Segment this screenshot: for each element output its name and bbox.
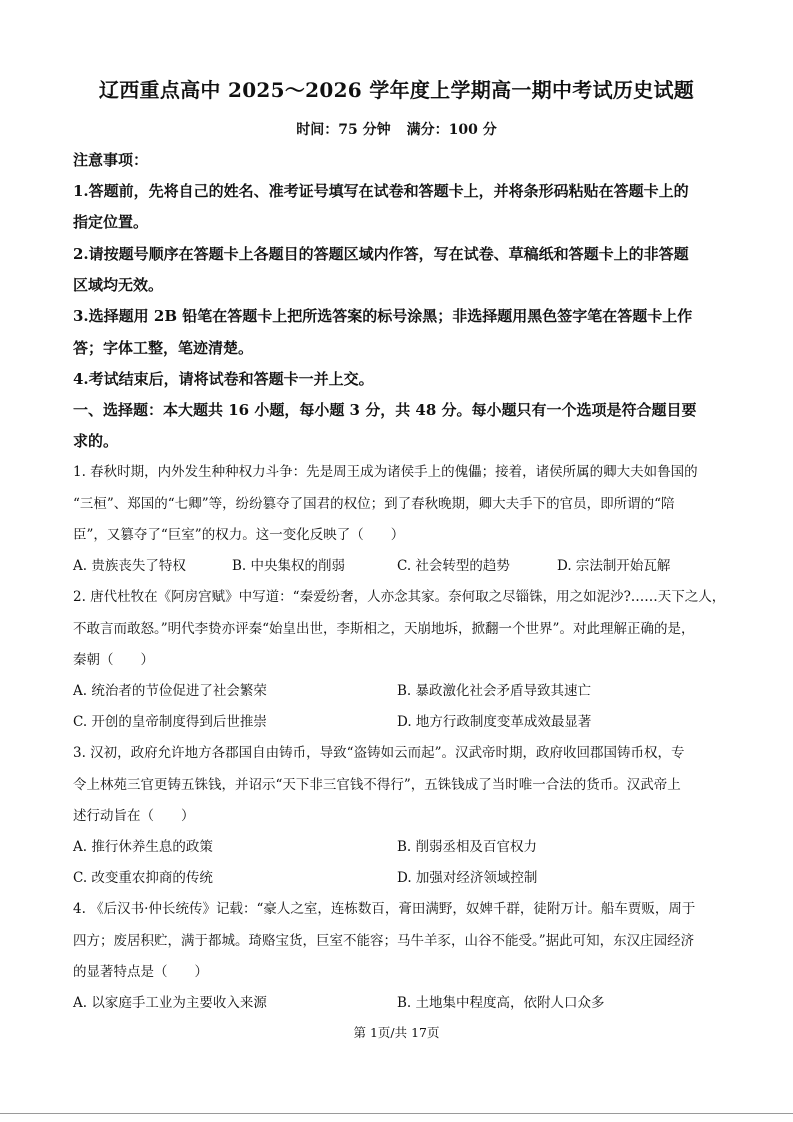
option-b: B. 暴政激化社会矛盾导致其速亡 xyxy=(397,683,592,699)
option-b: B. 削弱丞相及百官权力 xyxy=(397,839,538,855)
question-text: 秦朝（ ） xyxy=(73,652,154,668)
section-heading-cont: 求的。 xyxy=(73,432,119,450)
question-text: 1. 春秋时期，内外发生种种权力斗争：先是周王成为诸侯手上的傀儡；接着，诸侯所属的卿大夫如鲁国的 xyxy=(73,464,698,480)
option-a: A. 统治者的节俭促进了社会繁荣 xyxy=(73,683,267,699)
question-text: 2. 唐代杜牧在《阿房宫赋》中写道：“秦爱纷奢，人亦念其家。奈何取之尽锱铢，用之如泥沙?……天下之人， xyxy=(73,589,726,605)
option-c: C. 社会转型的趋势 xyxy=(397,558,510,574)
option-a: A. 贵族丧失了特权 xyxy=(73,558,186,574)
notice-line: 4.考试结束后，请将试卷和答题卡一并上交。 xyxy=(73,370,374,388)
exam-time: 时间：75 分钟 xyxy=(296,122,391,138)
option-d: D. 加强对经济领域控制 xyxy=(397,870,538,886)
question-text: 的显著特点是（ ） xyxy=(73,964,208,980)
question-text: “三桓”、郑国的“七卿”等，纷纷篡夺了国君的权位；到了春秋晚期，卿大夫手下的官员，即所谓的“陪 xyxy=(73,496,675,512)
option-b: B. 土地集中程度高，依附人口众多 xyxy=(397,995,605,1011)
notice-line: 区域均无效。 xyxy=(73,276,164,294)
option-b: B. 中央集权的削弱 xyxy=(232,558,346,574)
question-text: 述行动旨在（ ） xyxy=(73,808,195,824)
question-text: 四方；废居积贮，满于都城。琦赂宝货，巨室不能容；马牛羊豕，山谷不能受。”据此可知，东汉庄园经济 xyxy=(73,933,695,949)
question-text: 不敢言而敢怒。”明代李贽亦评秦“始皇出世，李斯相之，天崩地坼，掀翻一个世界”。对此理解正确的是， xyxy=(73,621,695,637)
exam-meta xyxy=(0,119,793,139)
option-d: D. 地方行政制度变革成效最显著 xyxy=(397,714,592,730)
option-c: C. 改变重农抑商的传统 xyxy=(73,870,213,886)
question-text: 令上林苑三官更铸五铢钱，并诏示“天下非三官钱不得行”，五铢钱成了当时唯一合法的货币。汉武帝上 xyxy=(73,777,681,793)
notice-line: 答；字体工整，笔迹清楚。 xyxy=(73,339,254,357)
page-title: 辽西重点高中 2025～2026 学年度上学期高一期中考试历史试题 xyxy=(98,78,695,102)
notice-line: 3.选择题用 2B 铅笔在答题卡上把所选答案的标号涂黑；非选择题用黑色签字笔在答题卡上作 xyxy=(73,307,693,325)
exam-score: 满分：100 分 xyxy=(406,122,497,138)
notice-line: 2.请按题号顺序在答题卡上各题目的答题区域内作答，写在试卷、草稿纸和答题卡上的非答题 xyxy=(73,245,689,263)
section-heading: 一、选择题：本大题共 16 小题，每小题 3 分，共 48 分。每小题只有一个选项是符合题目要 xyxy=(73,401,697,419)
notice-line: 指定位置。 xyxy=(73,213,149,231)
question-text: 3. 汉初，政府允许地方各郡国自由铸币，导致“盗铸如云而起”。汉武帝时期，政府收回郡国铸币权，专 xyxy=(73,745,685,761)
option-c: C. 开创的皇帝制度得到后世推崇 xyxy=(73,714,267,730)
question-text: 4. 《后汉书·仲长统传》记载：“豪人之室，连栋数百，膏田满野，奴婢千群，徒附万计。船车贾贩，周于 xyxy=(73,901,696,917)
question-text: 臣”，又篡夺了“巨室”的权力。这一变化反映了（ ） xyxy=(73,527,405,543)
page-number: 第 1页/共 17页 xyxy=(353,1025,440,1040)
option-a: A. 以家庭手工业为主要收入来源 xyxy=(73,995,267,1011)
option-d: D. 宗法制开始瓦解 xyxy=(557,558,671,574)
page-bottom-divider xyxy=(0,1113,793,1114)
notice-heading: 注意事项： xyxy=(73,151,149,169)
option-a: A. 推行休养生息的政策 xyxy=(73,839,213,855)
notice-line: 1.答题前，先将自己的姓名、准考证号填写在试卷和答题卡上，并将条形码粘贴在答题卡上的 xyxy=(73,182,689,200)
